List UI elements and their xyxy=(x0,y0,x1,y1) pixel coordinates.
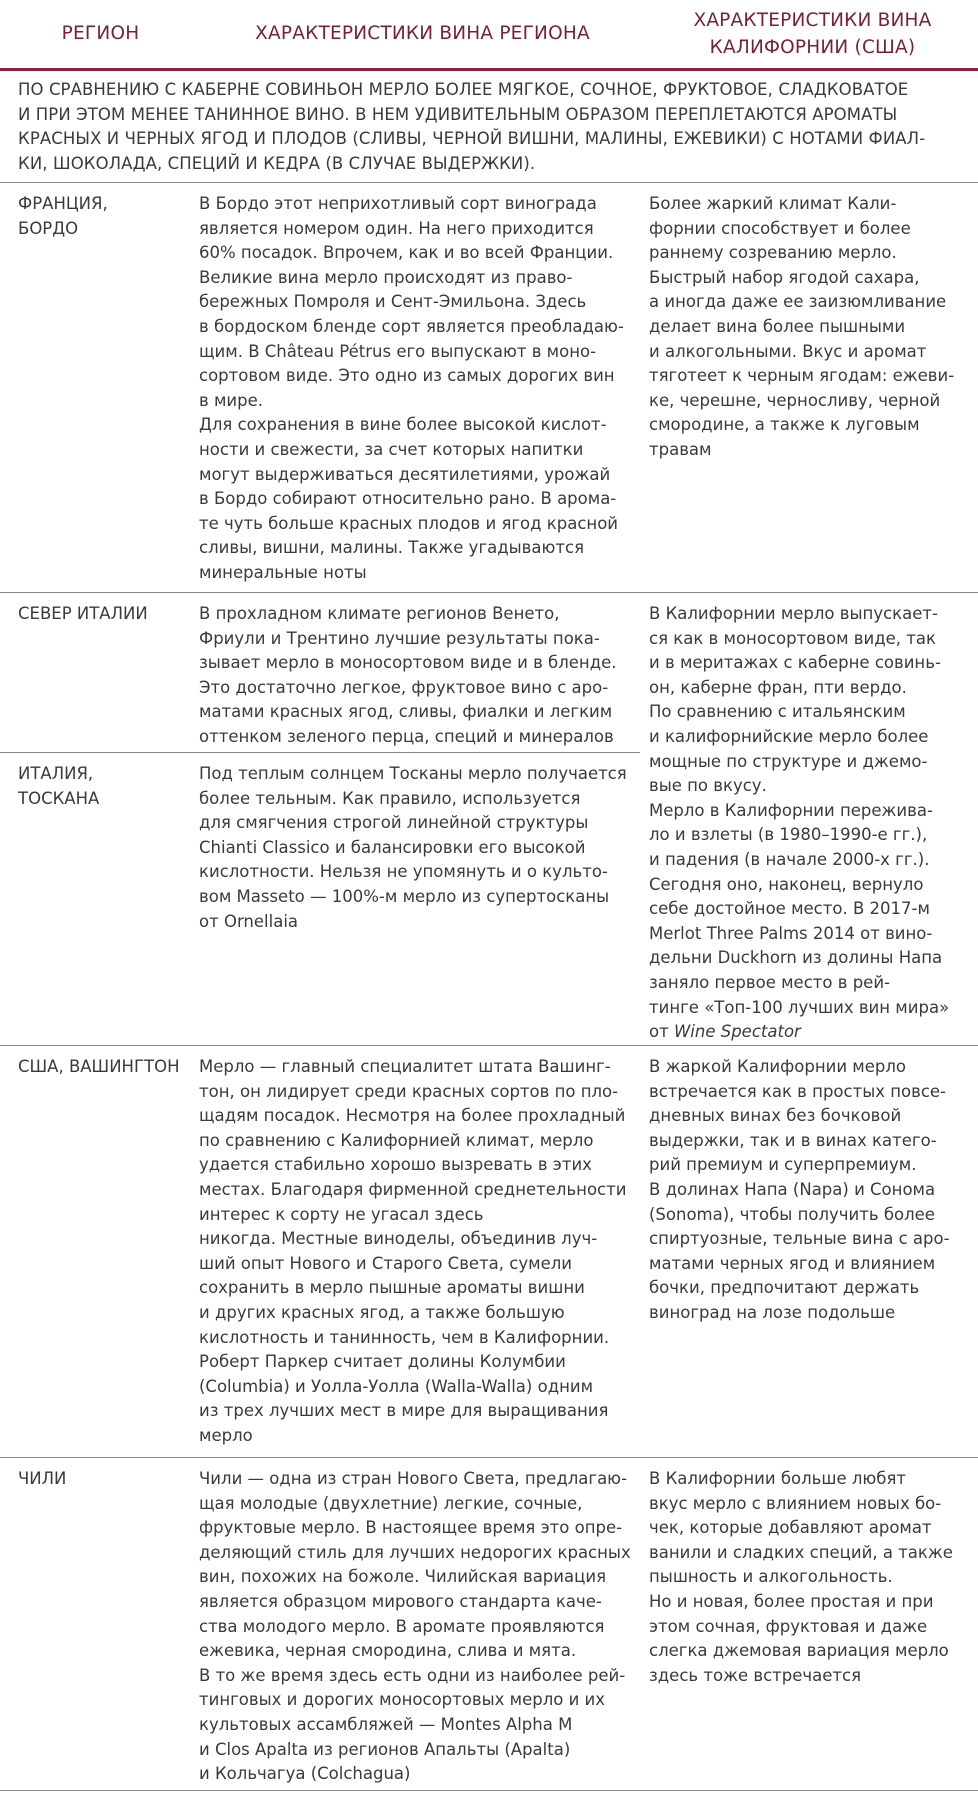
italy-california-comparison xyxy=(649,602,975,1045)
row-divider xyxy=(0,1790,978,1791)
header-divider xyxy=(0,68,978,71)
chile-california-comparison: В Калифорнии больше любят вкус мерло с влиянием новых бо- чек, которые добавляют аромат ванили и сладких специй, а также пышность и алкогольность. Но и новая, более простая и при этом сочная, фруктовая и даже слегка джемовая вариация мерло здесь тоже встречается xyxy=(649,1469,953,1685)
region-north-italy: СЕВЕР ИТАЛИИ xyxy=(18,604,148,623)
row-divider-partial xyxy=(0,752,640,753)
wine-spectator-source: Wine Spectator xyxy=(673,1022,801,1042)
tuscany-characteristics: Под теплым солнцем Тосканы мерло получается более тельным. Как правило, используется для смягчения строгой линейной структуры Chianti Classico и балансировки его высокой кислотности. Нельзя не упомянуть и о культо- вом Masseto — 100%-м мерло из супертосканы от Ornellaia xyxy=(199,764,627,931)
column-header-region-characteristics: ХАРАКТЕРИСТИКИ ВИНА РЕГИОНА xyxy=(255,23,590,44)
row-divider xyxy=(0,1457,978,1458)
france-california-comparison: Более жаркий климат Кали- форнии способствует и более раннему созреванию мерло. Быстрый набор ягодой сахара, а иногда даже ее заизюмливание делает вина более пышными и алкогольными. Вкус и аромат тяготеет к черным ягодам: ежеви- ке, черешне, черносливу, черной смородине, а также к луговым травам xyxy=(649,194,955,459)
washington-california-comparison: В жаркой Калифорнии мерло встречается как в простых повсе- дневных винах без бочковой выдержки, так и в винах катего- рий премиум и суперпремиум. В долинах Напа (Napa) и Сонома (Sonoma), чтобы получить более спиртуозные, тельные вина с аро- матами черных ягод и влиянием бочки, предпочитают держать виноград на лозе подольше xyxy=(649,1057,950,1322)
north-italy-characteristics: В прохладном климате регионов Венето, Фриули и Трентино лучшие результаты пока- зывает мерло в моносортовом виде и в бленде. Это достаточно легкое, фруктовое вино с аро- матами красных ягод, сливы, фиалки и легким оттенком зеленого перца, специй и минералов xyxy=(199,604,617,746)
italy-california-text: В Калифорнии мерло выпускает- ся как в моносортовом виде, так и в меритажах с каберне совинь- он, каберне фран, пти вердо. По сравнению с итальянским и калифорнийские мерло более мощные по структуре и джемо- вые по вкусу. Мерло в Калифорнии пережива- ло и взлеты (в 1980–1990-е гг.), и падения (в начале 2000-х гг.). Сегодня оно, наконец, вернуло себе достойное место. В 2017-м Merlot Three Palms 2014 от вино- дельни Duckhorn из долины Напа заняло первое место в рей- тинге «Топ-100 лучших вин мира» от xyxy=(649,604,950,1042)
column-header-california-characteristics: ХАРАКТЕРИСТИКИ ВИНА КАЛИФОРНИИ (США) xyxy=(693,10,932,58)
row-divider xyxy=(0,592,978,593)
washington-characteristics: Мерло — главный специалитет штата Вашинг- тон, он лидирует среди красных сортов по пло- щадям посадок. Несмотря на более прохладный по сравнению с Калифорнией климат, мерло удается стабильно хорошо вызревать в этих местах. Благодаря фирменной среднетельности интерес к сорту не угасал здесь никогда. Местные виноделы, объединив луч- ший опыт Нового и Старого Света, сумели сохранить в мерло пышные ароматы вишни и других красных ягод, а также большую кислотность и танинность, чем в Калифорнии. Роберт Паркер считает долины Колумбии (Columbia) и Уолла-Уолла (Walla-Walla) одним из трех лучших мест в мире для выращивания мерло xyxy=(199,1057,627,1445)
region-italy-tuscany: ИТАЛИЯ, ТОСКАНА xyxy=(18,764,100,808)
chile-characteristics: Чили — одна из стран Нового Света, предлагаю- щая молодые (двухлетние) легкие, сочные, фруктовые мерло. В настоящее время это опре- деляющий стиль для лучших недорогих красных вин, похожих на божоле. Чилийская вариация является образцом мирового стандарта каче- ства молодого мерло. В аромате проявляются ежевика, черная смородина, слива и мята. В то же время здесь есть одни из наиболее рей- тинговых и дорогих моносортовых мерло и их культовых ассамбляжей — Montes Alpha M и Clos Apalta из регионов Апальты (Apalta) и Кольчагуа (Colchagua) xyxy=(199,1469,631,1784)
region-chile: ЧИЛИ xyxy=(18,1469,67,1488)
france-characteristics: В Бордо этот неприхотливый сорт винограда является номером один. На него приходится 60% посадок. Впрочем, как и во всей Франции. Великие вина мерло происходят из право- бережных Помроля и Сент-Эмильона. Здесь в бордоском бленде сорт является преобладаю- щим. В Château Pétrus его выпускают в моно- сортовом виде. Это одно из самых дорогих вин в мире. Для сохранения в вине более высокой кислот- ности и свежести, за счет которых напитки могут выдерживаться десятилетиями, урожай в Бордо собирают относительно рано. В арома- те чуть больше красных плодов и ягод красной сливы, вишни, малины. Также угадываются минеральные ноты xyxy=(199,194,624,582)
region-france-bordeaux: ФРАНЦИЯ, БОРДО xyxy=(18,194,108,238)
region-usa-washington: США, ВАШИНГТОН xyxy=(18,1057,180,1076)
row-divider xyxy=(0,1045,978,1046)
row-divider xyxy=(0,182,978,183)
intro-text: ПО СРАВНЕНИЮ С КАБЕРНЕ СОВИНЬОН МЕРЛО БОЛЕЕ МЯГКОЕ, СОЧНОЕ, ФРУКТОВОЕ, СЛАДКОВАТОЕ И ПРИ ЭТОМ МЕНЕЕ ТАНИННОЕ ВИНО. В НЕМ УДИВИТЕЛЬНЫМ ОБРАЗОМ ПЕРЕПЛЕТАЮТСЯ АРОМАТЫ КРАСНЫХ И ЧЕРНЫХ ЯГОД И ПЛОДОВ (СЛИВЫ, ЧЕРНОЙ ВИШНИ, МАЛИНЫ, ЕЖЕВИКИ) С НОТАМИ ФИАЛ- КИ, ШОКОЛАДА, СПЕЦИЙ И КЕДРА (В СЛУЧАЕ ВЫДЕРЖКИ). xyxy=(18,80,926,173)
column-header-region: РЕГИОН xyxy=(61,23,140,44)
